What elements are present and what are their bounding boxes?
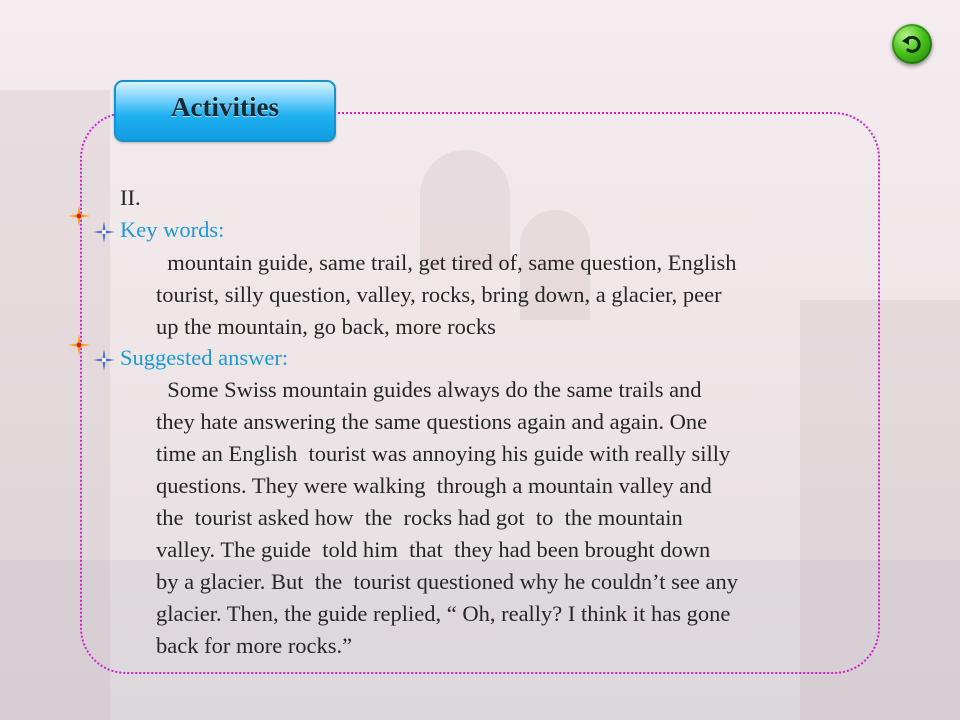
answer-line: Some Swiss mountain guides always do the same trails and (156, 377, 702, 402)
answer-line: they hate answering the same questions again and again. One (156, 409, 708, 434)
key-words-line: mountain guide, same trail, get tired of, same question, English (156, 250, 737, 275)
answer-line: glacier. Then, the guide replied, “ Oh, really? I think it has gone (156, 601, 731, 626)
answer-line: questions. They were walking through a mountain valley and (156, 473, 712, 498)
sparkle-star-icon (93, 221, 115, 243)
suggested-answer-heading: Suggested answer: (120, 345, 289, 370)
answer-line: time an English tourist was annoying his guide with really silly (156, 441, 731, 466)
key-words-heading: Key words: (120, 217, 225, 242)
tab-title: Activities (171, 92, 279, 122)
sparkle-star-icon (93, 349, 115, 371)
section-number: II. (120, 185, 141, 210)
sparkle-star-icon (68, 334, 90, 356)
answer-line: back for more rocks.” (156, 633, 353, 658)
answer-line: by a glacier. But the tourist questioned why he couldn’t see any (156, 569, 738, 594)
answer-line: valley. The guide told him that they had been brought down (156, 537, 711, 562)
back-button[interactable] (892, 24, 932, 64)
activities-tab (114, 80, 336, 142)
key-words-line: up the mountain, go back, more rocks (156, 314, 496, 339)
return-arrow-icon (900, 32, 924, 56)
sparkle-star-icon (68, 205, 90, 227)
answer-line: the tourist asked how the rocks had got to the mountain (156, 505, 683, 530)
key-words-line: tourist, silly question, valley, rocks, bring down, a glacier, peer (156, 282, 722, 307)
